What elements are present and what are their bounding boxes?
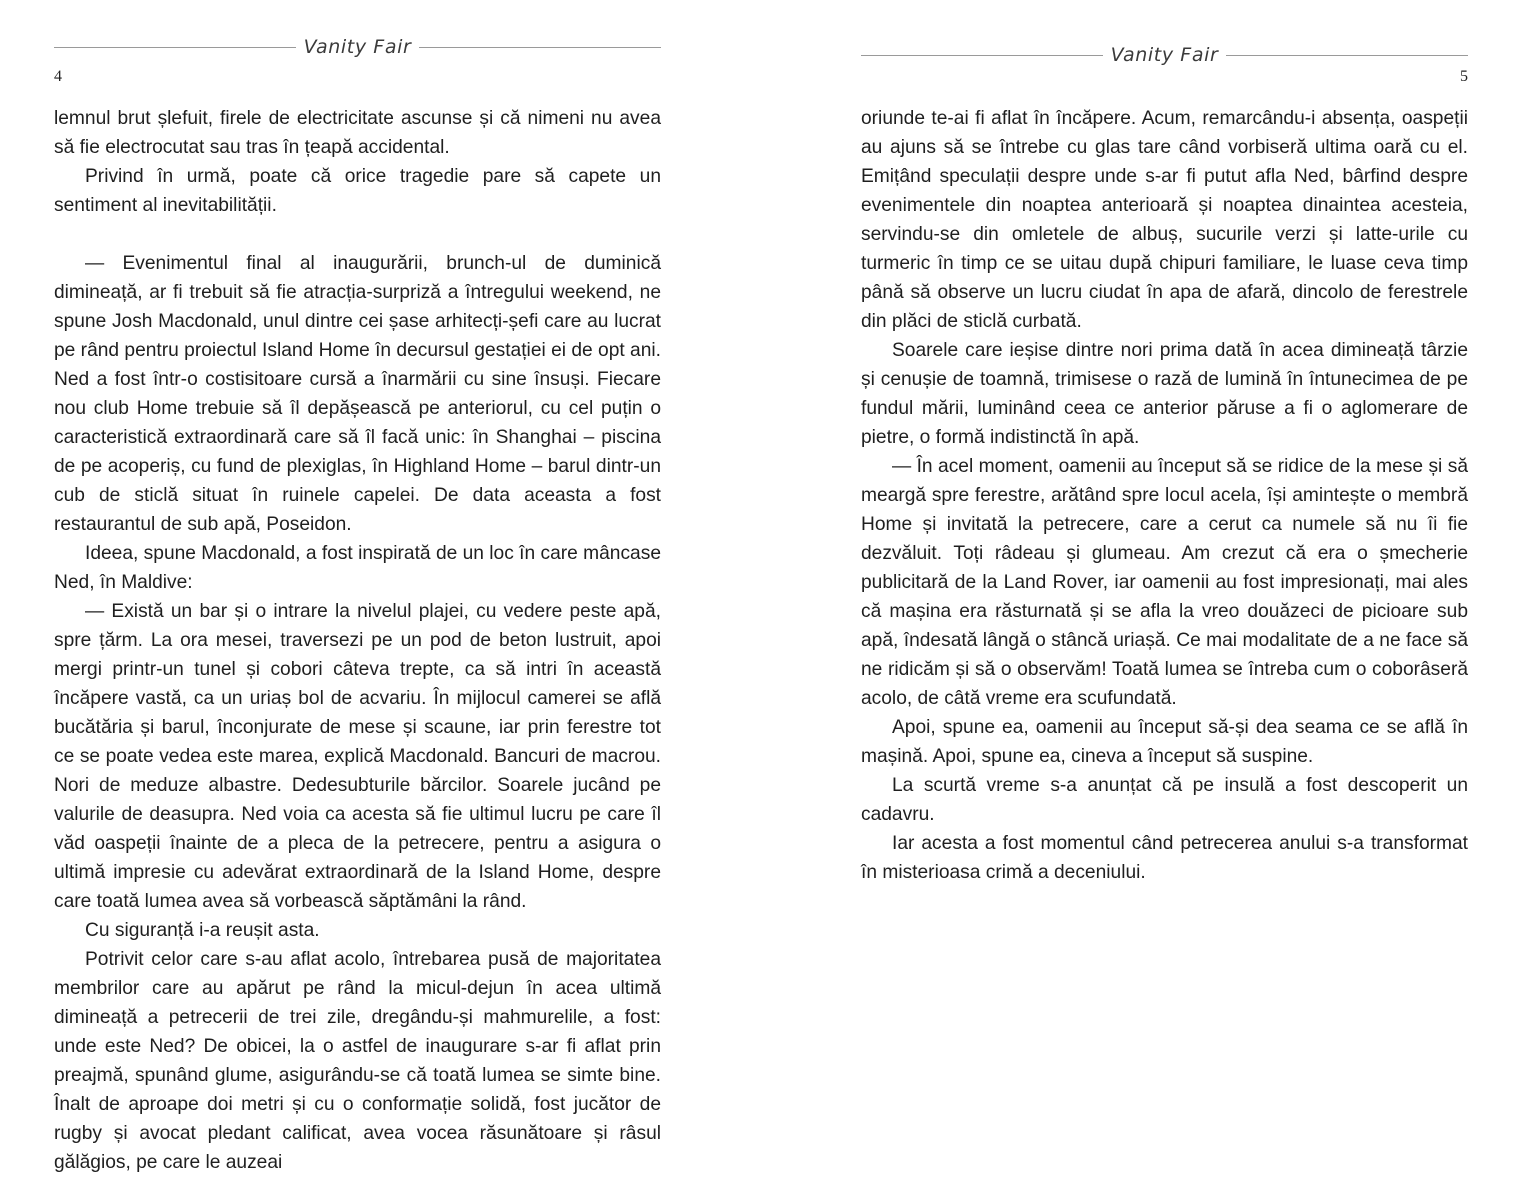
paragraph: oriunde te-ai fi aflat în încăpere. Acum, remarcându-i absența, oaspeții au ajuns să se întrebe cu glas tare când vorbiseră ultima oară cu el. Emițând speculații despre unde s-ar fi putut afla Ned, bârfind despre evenimentele din noaptea anterioară și noaptea dinaintea acesteia, servindu-se din omletele de albuș, sucurile verzi și latte-urile cu turmeric în timp ce se uitau după chipuri familiare, le luase ceva timp până să observe un lucru ciudat în apa de afară, dincolo de ferestrele din plăci de sticlă curbată. — [861, 108, 1468, 332]
section-break — [54, 220, 661, 249]
left-page — [54, 0, 661, 1173]
right-page — [861, 0, 1468, 1168]
page-number: 4 — [54, 68, 62, 85]
paragraph: lemnul brut șlefuit, firele de electricitate ascunse și că nimeni nu avea să fie electrocutat sau tras în țeapă accidental. — [54, 108, 661, 158]
paragraph: Soarele care ieșise dintre nori prima dată în acea dimineață târzie și cenușie de toamnă, trimisese o rază de lumină în întunecimea de pe fundul mării, luminând ceea ce anterior păruse a fi o aglomerare de pietre, o formă indistinctă în apă. — [861, 340, 1468, 448]
header-rule-right — [1226, 55, 1468, 56]
running-head — [54, 36, 661, 58]
running-head — [861, 44, 1468, 66]
body-text — [861, 104, 1468, 887]
running-title: Vanity Fair — [303, 36, 412, 58]
page-number: 5 — [1460, 68, 1468, 85]
body-text — [54, 104, 661, 1177]
paragraph: — În acel moment, oamenii au început să se ridice de la mese și să meargă spre ferestre, arătând spre locul acela, își amintește o membră Home și invitată la petrecere, care a cerut ca numele să nu îi fie dezvăluit. Toți râdeau și glumeau. Am crezut că era o șmecherie publicitară de la Land Rover, iar oamenii au fost impresionați, mai ales că mașina era răsturnată și se afla la vreo douăzeci de picioare sub apă, îndesată lângă o stâncă uriașă. Ce mai modalitate de a ne face să ne ridicăm și să o observăm! Toată lumea se întreba cum o coborâseră acolo, de câtă vreme era scufundată. — [861, 456, 1468, 709]
header-rule-right — [419, 47, 661, 48]
paragraph: — Există un bar și o intrare la nivelul plajei, cu vedere peste apă, spre țărm. La ora mesei, traversezi pe un pod de beton lustruit, apoi mergi printr-un tunel și cobori câteva trepte, ca să intri în această încăpere vastă, ca un uriaș bol de acvariu. În mijlocul camerei se află bucătăria și barul, înconjurate de mese și scaune, iar prin ferestre tot ce se poate vedea este marea, explică Macdonald. Bancuri de macrou. Nori de meduze albastre. Dedesubturile bărcilor. Soarele jucând pe valurile de deasupra. Ned voia ca acesta să fie ultimul lucru pe care îl văd oaspeții înainte de a pleca de la petrecere, pentru a asigura o ultimă impresie cu adevărat extraordinară de la Island Home, despre care toată lumea avea să vorbească săptămâni la rând. — [54, 601, 661, 912]
paragraph: Iar acesta a fost momentul când petrecerea anului s-a transformat în misterioasa crimă a deceniului. — [861, 833, 1468, 883]
paragraph: Cu siguranță i-a reușit asta. — [85, 920, 320, 941]
paragraph: La scurtă vreme s-a anunțat că pe insulă a fost descoperit un cadavru. — [861, 775, 1468, 825]
paragraph: Privind în urmă, poate că orice tragedie pare să capete un sentiment al inevitabilității. — [54, 166, 661, 216]
running-title: Vanity Fair — [1110, 44, 1219, 66]
header-rule-left — [861, 55, 1103, 56]
paragraph: Ideea, spune Macdonald, a fost inspirată de un loc în care mâncase Ned, în Maldive: — [54, 543, 661, 593]
paragraph: — Evenimentul final al inaugurării, brunch-ul de duminică dimineață, ar fi trebuit să fie atracția-surpriză a întregului weekend, ne spune Josh Macdonald, unul dintre cei șase arhitecți-șefi care au lucrat pe rând pentru proiectul Island Home în decursul gestației ei de opt ani. Ned a fost într-o costisitoare cursă a înarmării cu sine însuși. Fiecare nou club Home trebuie să îl depășească pe anteriorul, cu cel puțin o caracteristică extraordinară care să îl facă unic: în Shanghai – piscina de pe acoperiș, cu fund de plexiglas, în Highland Home – barul dintr-un cub de sticlă situat în ruinele capelei. De data aceasta a fost restaurantul de sub apă, Poseidon. — [54, 253, 661, 535]
header-rule-left — [54, 47, 296, 48]
paragraph: Potrivit celor care s-au aflat acolo, întrebarea pusă de majoritatea membrilor care au apărut pe rând la micul-dejun în acea ultimă dimineață a petrecerii de trei zile, dregându-și mahmurelile, a fost: unde este Ned? De obicei, la o astfel de inaugurare s-ar fi aflat prin preajmă, spunând glume, asigurându-se că toată lumea se simte bine. Înalt de aproape doi metri și cu o conformație solidă, fost jucător de rugby și avocat pledant calificat, avea vocea răsunătoare și râsul gălăgios, pe care le auzeai — [54, 949, 661, 1173]
paragraph: Apoi, spune ea, oamenii au început să-și dea seama ce se află în mașină. Apoi, spune ea, cineva a început să suspine. — [861, 717, 1468, 767]
